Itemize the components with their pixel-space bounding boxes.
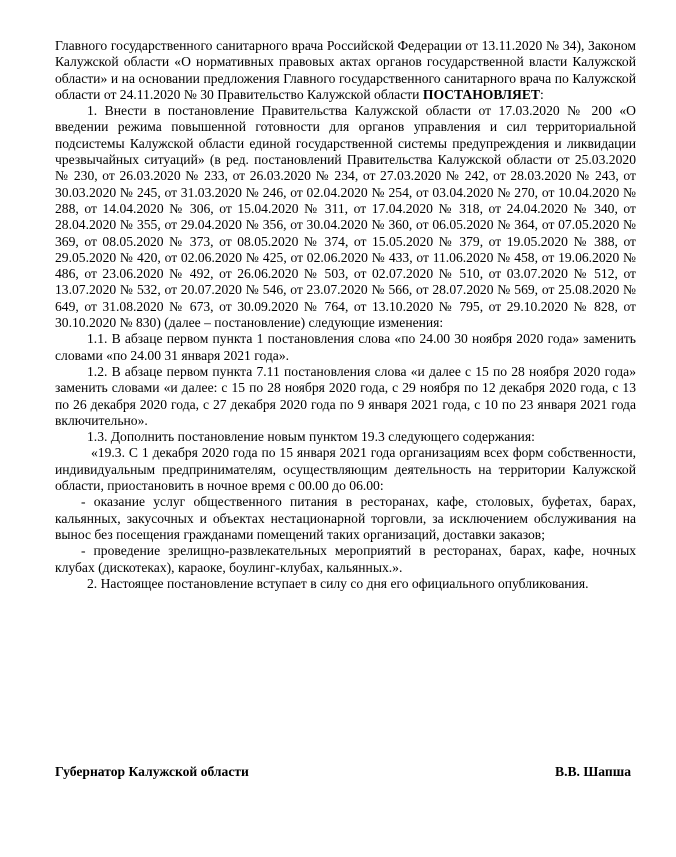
intro-text: Главного государственного санитарного врача Российской Федерации от 13.11.2020 № 34), Законом Калужской области «О нормативных правовых актах органов государственной власти Калужской области» и на основании предложения Главного государственного санитарного врача по Калужской области от 24.11.2020 № 30 Правительство Калужской области [55, 38, 636, 102]
paragraph-item-2: 2. Настоящее постановление вступает в силу со дня его официального опубликования. [87, 575, 589, 591]
decree-word: ПОСТАНОВЛЯЕТ [422, 86, 540, 102]
signatory-name: В.В. Шапша [555, 764, 631, 779]
paragraph-bullet-2: - проведение зрелищно-развлекательных мероприятий в ресторанах, барах, кафе, ночных клубах (дискотеках), караоке, боулинг-клубах, кальянных.». [55, 543, 636, 575]
signatory-title: Губернатор Калужской области [55, 764, 249, 779]
paragraph-clause-19-3: «19.3. С 1 декабря 2020 года по 15 января 2021 года организациям всех форм собственности, индивидуальным предпринимателям, осуществляющим деятельность на территории Калужской области, приостановить в ночное время с 00.00 до 06.00: [55, 445, 636, 494]
intro-colon: : [540, 86, 544, 102]
paragraph-item-1-1: 1.1. В абзаце первом пункта 1 постановления слова «по 24.00 30 ноября 2020 года» заменить словами «по 24.00 31 января 2021 года». [55, 331, 636, 363]
paragraph-item-1-3: 1.3. Дополнить постановление новым пунктом 19.3 следующего содержания: [87, 429, 535, 445]
intro-paragraph [55, 38, 636, 103]
paragraph-item-1: 1. Внести в постановление Правительства Калужской области от 17.03.2020 № 200 «О введении режима повышенной готовности для органов управления и сил территориальной подсистемы Калужской области единой государственной системы предупреждения и ликвидации чрезвычайных ситуаций» (в ред. постановлений Правительства Калужской области от 25.03.2020 № 230, от 26.03.2020 № 233, от 26.03.2020 № 234, от 27.03.2020 № 242, от 28.03.2020 № 243, от 30.03.2020 № 245, от 31.03.2020 № 246, от 02.04.2020 № 254, от 03.04.2020 № 270, от 10.04.2020 № 288, от 14.04.2020 № 306, от 15.04.2020 № 311, от 17.04.2020 № 318, от 24.04.2020 № 340, от 28.04.2020 № 355, от 29.04.2020 № 356, от 30.04.2020 № 360, от 06.05.2020 № 364, от 07.05.2020 № 369, от 08.05.2020 № 373, от 08.05.2020 № 374, от 15.05.2020 № 379, от 19.05.2020 № 388, от 29.05.2020 № 420, от 02.06.2020 № 425, от 02.06.2020 № 433, от 11.06.2020 № 458, от 19.06.2020 № 486, от 23.06.2020 № 492, от 26.06.2020 № 503, от 02.07.2020 № 510, от 03.07.2020 № 512, от 13.07.2020 № 532, от 20.07.2020 № 546, от 23.07.2020 № 566, от 28.07.2020 № 569, от 25.08.2020 № 649, от 31.08.2020 № 673, от 30.09.2020 № 764, от 13.10.2020 № 795, от 29.10.2020 № 828, от 30.10.2020 № 830) (далее – постановление) следующие изменения: [55, 103, 636, 331]
signature-block [55, 764, 636, 780]
paragraph-bullet-1: - оказание услуг общественного питания в ресторанах, кафе, столовых, буфетах, барах, кальянных, закусочных и объектах нестационарной торговли, за исключением обслуживания на вынос без посещения гражданами помещений таких организаций, доставки заказов; [55, 494, 636, 542]
document-body [55, 38, 636, 592]
paragraph-item-1-2: 1.2. В абзаце первом пункта 7.11 постановления слова «и далее с 15 по 28 ноября 2020 года» заменить словами «и далее: с 15 по 28 ноября 2020 года, с 29 ноября по 12 декабря 2020 года, с 13 по 26 декабря 2020 года, с 27 декабря 2020 года по 9 января 2021 года, с 10 по 23 января 2021 года включительно». [55, 363, 636, 428]
